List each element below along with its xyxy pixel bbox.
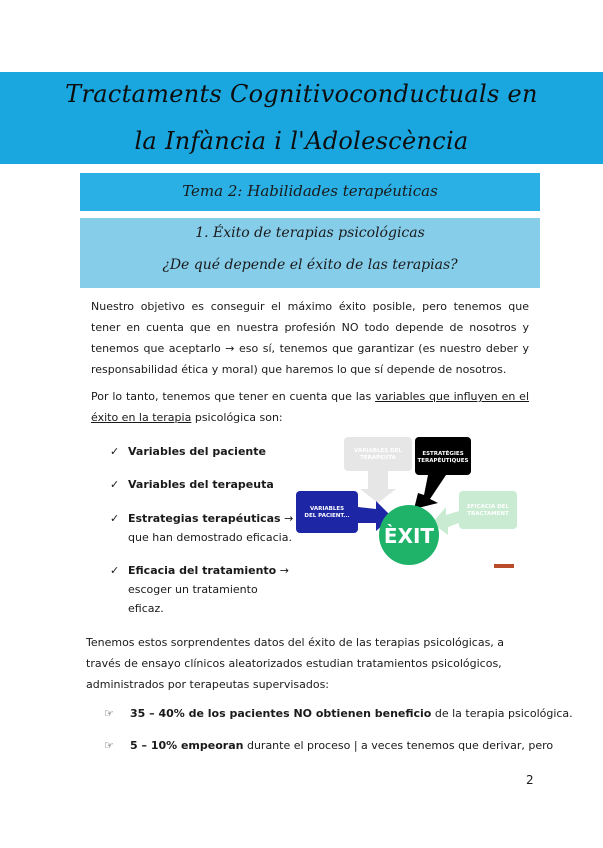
variables-underlined: variables que influyen en el éxito en la terapia [91, 390, 529, 424]
efficacy-box [459, 491, 517, 529]
check-icon: ✓ [110, 564, 120, 577]
bullet-bold: Variables del paciente [128, 445, 266, 458]
page-number: 2 [526, 773, 534, 787]
finding-bold: 35 – 40% de los pacientes NO obtienen beneficio [130, 707, 432, 720]
check-icon: ✓ [110, 445, 120, 458]
bullet-arrow: → [276, 564, 289, 577]
variables-paragraph [91, 386, 529, 428]
finding-item [130, 707, 573, 720]
therapist-label: VARIABLES DEL TERAPEUTA [354, 448, 402, 461]
check-icon: ✓ [110, 512, 120, 525]
bullet-continuation: eficaz. [128, 602, 164, 615]
pointing-hand-icon: ☞ [104, 739, 114, 752]
topic-title: Tema 2: Habilidades terapéuticas [182, 182, 438, 200]
patient-box [296, 491, 358, 533]
finding-bold: 5 – 10% empeoran [130, 739, 244, 752]
section-heading [80, 218, 540, 288]
finding-rest: de la terapia psicológica. [431, 707, 573, 720]
efficacy-label: EFICÀCIA DEL TRACTAMENT [467, 504, 509, 517]
bullet-bold: Estrategias terapéuticas [128, 512, 281, 525]
bullet-continuation: que han demostrado eficacia. [128, 531, 292, 544]
finding-item [130, 739, 553, 752]
data-paragraph: Tenemos estos sorprendentes datos del éxito de las terapias psicológicas, a través de ensayo clínicos aleatorizados estudian tratamientos psicológicos, administrados por terapeutas supervisados: [86, 636, 505, 691]
pointing-hand-icon: ☞ [104, 707, 114, 720]
arrow-strategies [414, 475, 446, 509]
bullet-bold: Eficacia del tratamiento [128, 564, 277, 577]
check-icon: ✓ [110, 478, 120, 491]
section-question: ¿De qué depende el éxito de las terapias? [162, 257, 458, 273]
variables-text-before: Por lo tanto, tenemos que tener en cuenta que las [91, 390, 376, 403]
success-label: ÈXIT [383, 524, 435, 548]
title-banner [0, 72, 603, 164]
success-diagram [296, 437, 526, 577]
bullet-arrow: → [280, 512, 294, 525]
finding-rest: durante el proceso | a veces tenemos que derivar, pero [243, 739, 554, 752]
strategies-label: ESTRATÈGIES TERAPÈUTIQUES [417, 451, 469, 464]
therapist-box [344, 437, 412, 471]
section-title: 1. Éxito de terapias psicológicas [195, 225, 425, 241]
bullet-bold: Variables del terapeuta [128, 478, 274, 491]
topic-heading [80, 173, 540, 211]
bullet-continuation: escoger un tratamiento [128, 583, 258, 596]
title-line-2: la Infància i l'Adolescència [134, 127, 469, 155]
intro-paragraph: Nuestro objetivo es conseguir el máximo éxito posible, pero tenemos que tener en cuenta que en nuestra profesión NO todo depende de nosotros y tenemos que aceptarlo → eso sí, tenemos que garantizar (es nuestro deber y responsabilidad ética y moral) que haremos lo que sí depende de nosotros. [91, 300, 529, 376]
arrow-therapist [360, 471, 396, 503]
accent-dash [494, 564, 514, 568]
title-line-1: Tractaments Cognitivoconductuals en [65, 80, 538, 108]
variables-text-after: psicológica son: [191, 411, 283, 424]
patient-label: VARIABLES DEL PACIENT... [304, 506, 350, 519]
